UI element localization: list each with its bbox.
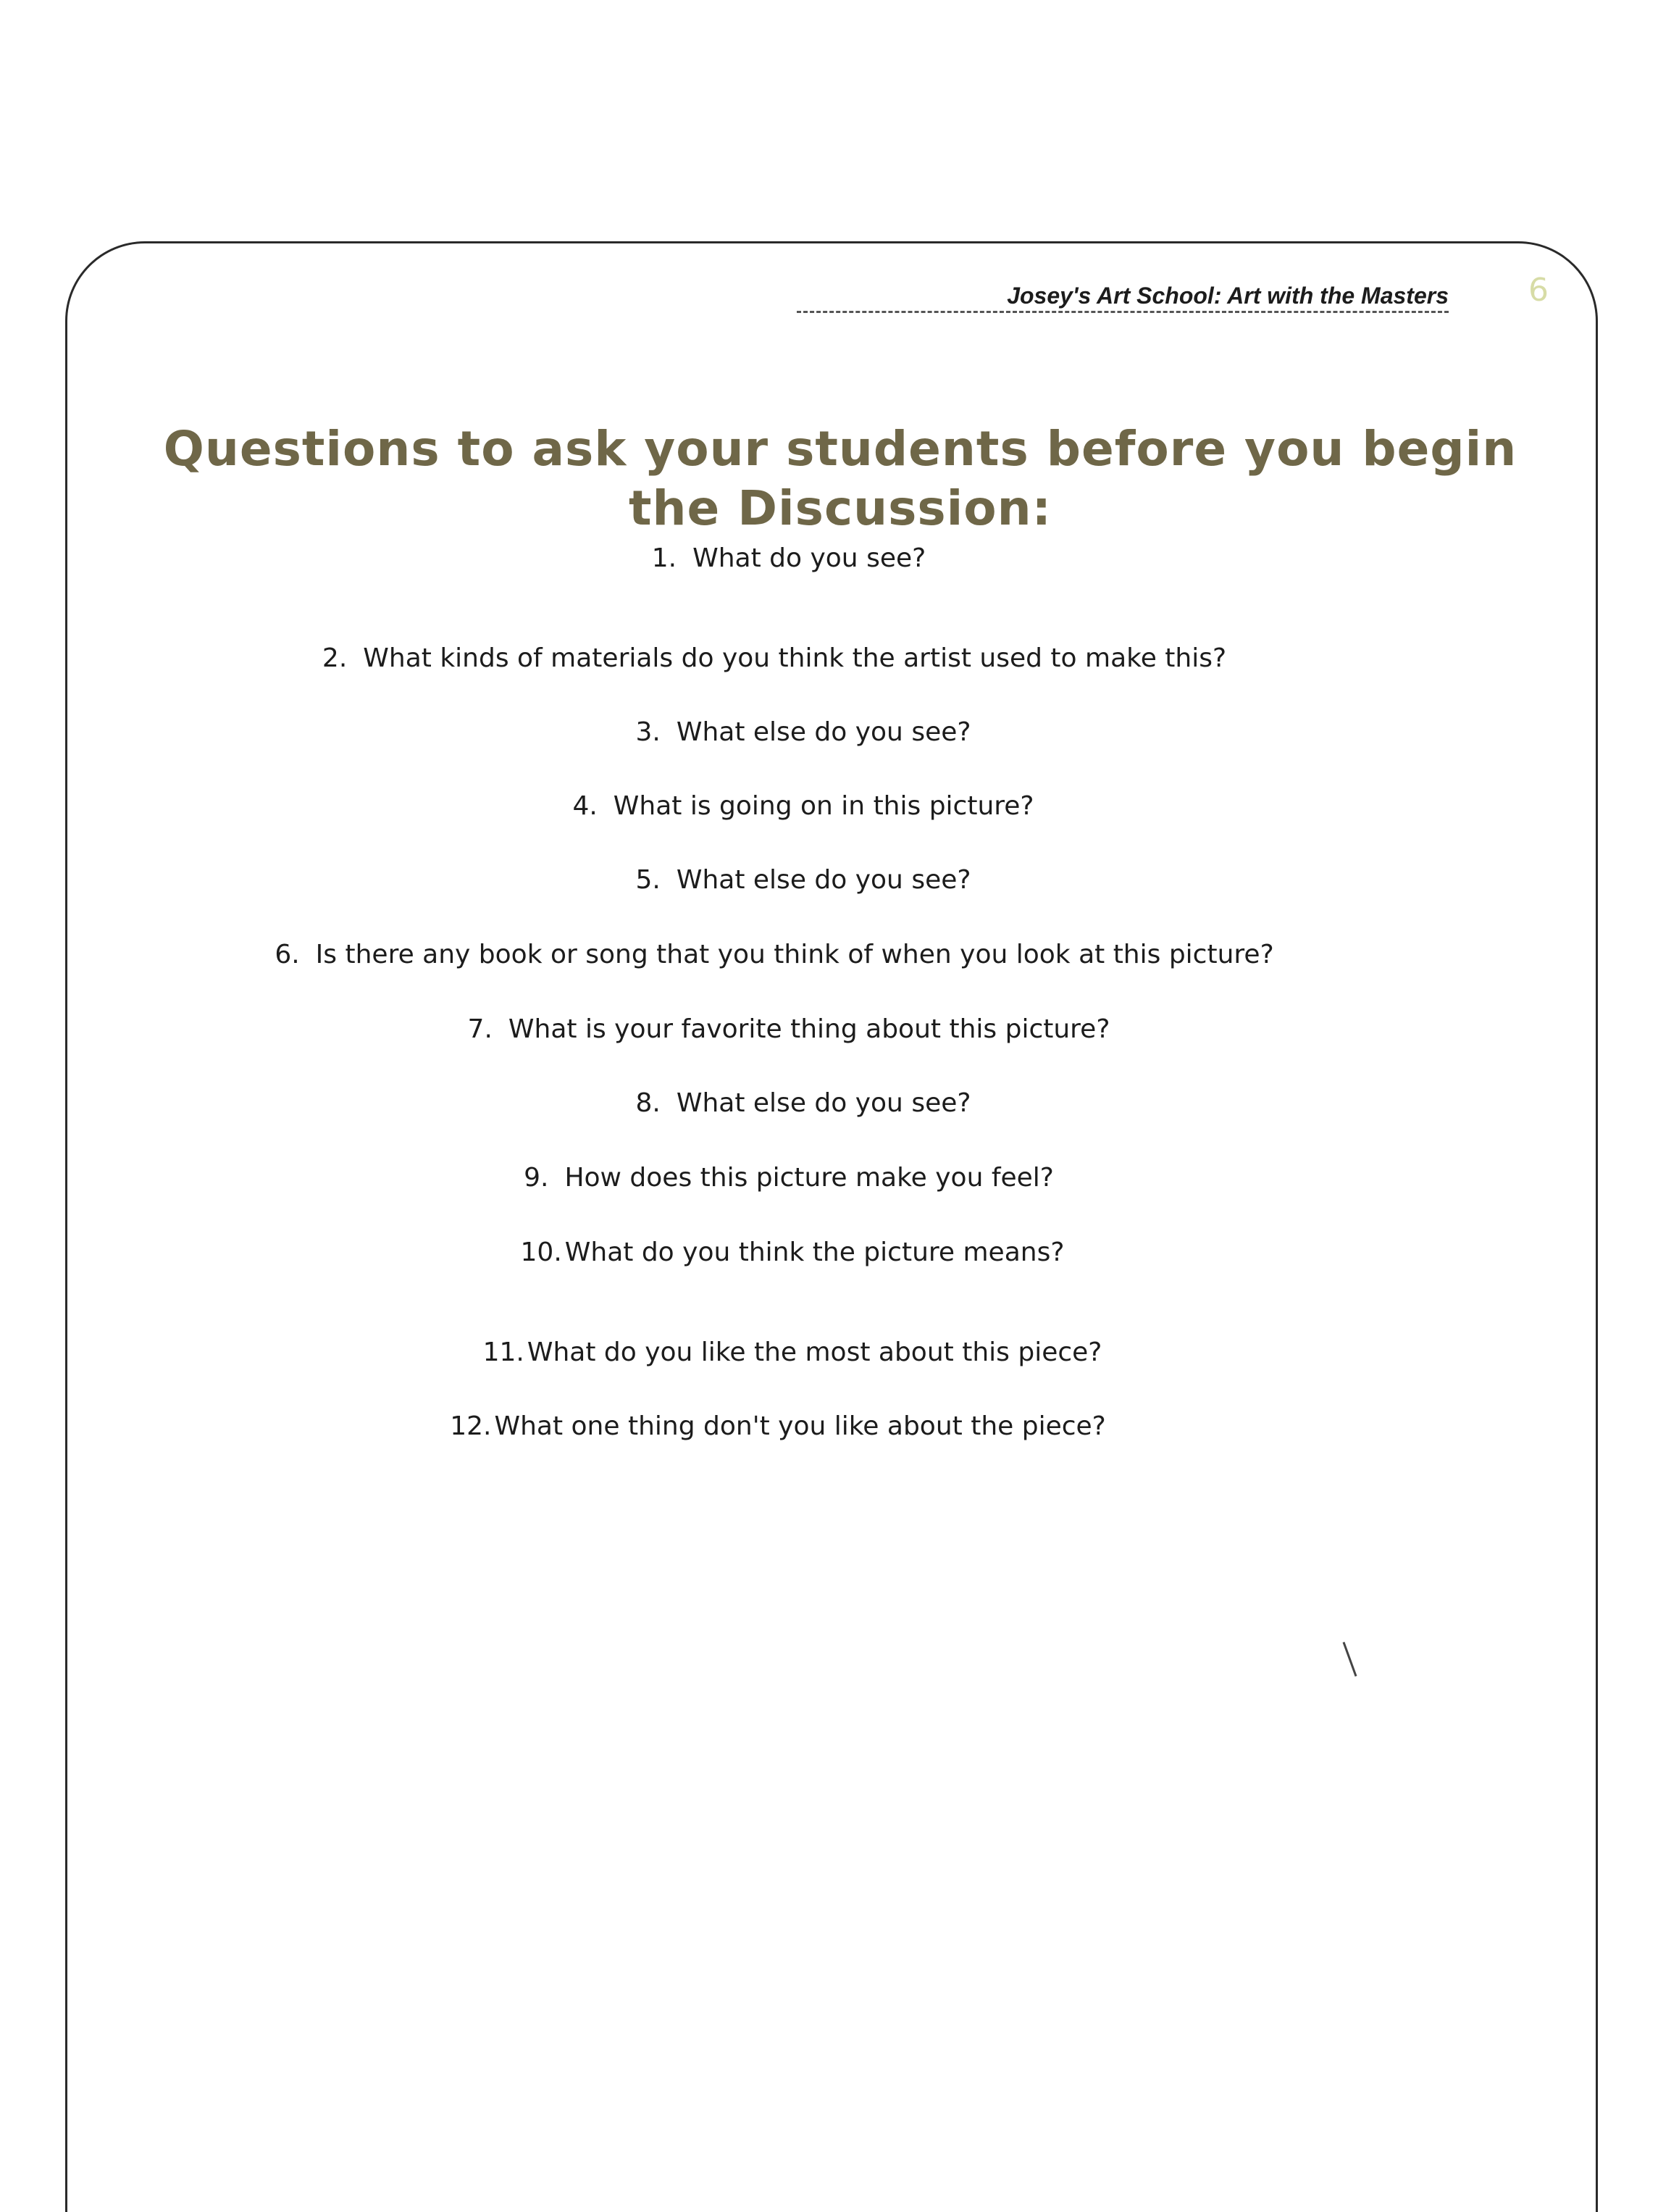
question-number: 1. [651,543,677,573]
question-item [0,1411,1617,1441]
question-number: 11. [482,1337,524,1367]
question-text: What do you like the most about this piece? [527,1337,1102,1367]
running-header: Josey's Art School: Art with the Masters [797,283,1449,313]
question-item [0,1238,1632,1267]
question-number: 10. [520,1238,562,1267]
question-number: 4. [572,791,598,821]
question-item [0,543,1628,573]
question-item [0,791,1643,821]
question-number: 3. [635,717,661,747]
question-number: 12. [450,1411,492,1441]
question-number: 6. [275,940,300,969]
question-text: What else do you see? [676,1088,971,1118]
page-number: 6 [1528,272,1549,309]
question-item [0,643,1614,673]
question-number: 7. [467,1014,493,1044]
question-number: 5. [635,865,661,895]
question-text: What is your favorite thing about this picture? [508,1014,1110,1044]
question-text: What else do you see? [676,865,971,895]
question-text: Is there any book or song that you think of when you look at this picture? [315,940,1274,969]
question-text: What else do you see? [676,717,971,747]
question-item [0,1163,1628,1193]
question-item [0,865,1643,895]
question-text: How does this picture make you feel? [564,1163,1054,1193]
question-number: 9. [524,1163,549,1193]
page-title: Questions to ask your students before you begin the Discussion: [163,421,1517,537]
question-item [0,1088,1643,1118]
question-text: What do you think the picture means? [564,1238,1065,1267]
question-text: What one thing don't you like about the piece? [494,1411,1106,1441]
question-item [0,1337,1632,1367]
question-number: 8. [635,1088,661,1118]
question-text: What is going on in this picture? [613,791,1034,821]
question-item [0,940,1614,969]
question-text: What do you see? [692,543,926,573]
question-item [0,717,1643,747]
question-text: What kinds of materials do you think the artist used to make this? [363,643,1227,673]
question-item [0,1014,1628,1044]
question-number: 2. [322,643,348,673]
